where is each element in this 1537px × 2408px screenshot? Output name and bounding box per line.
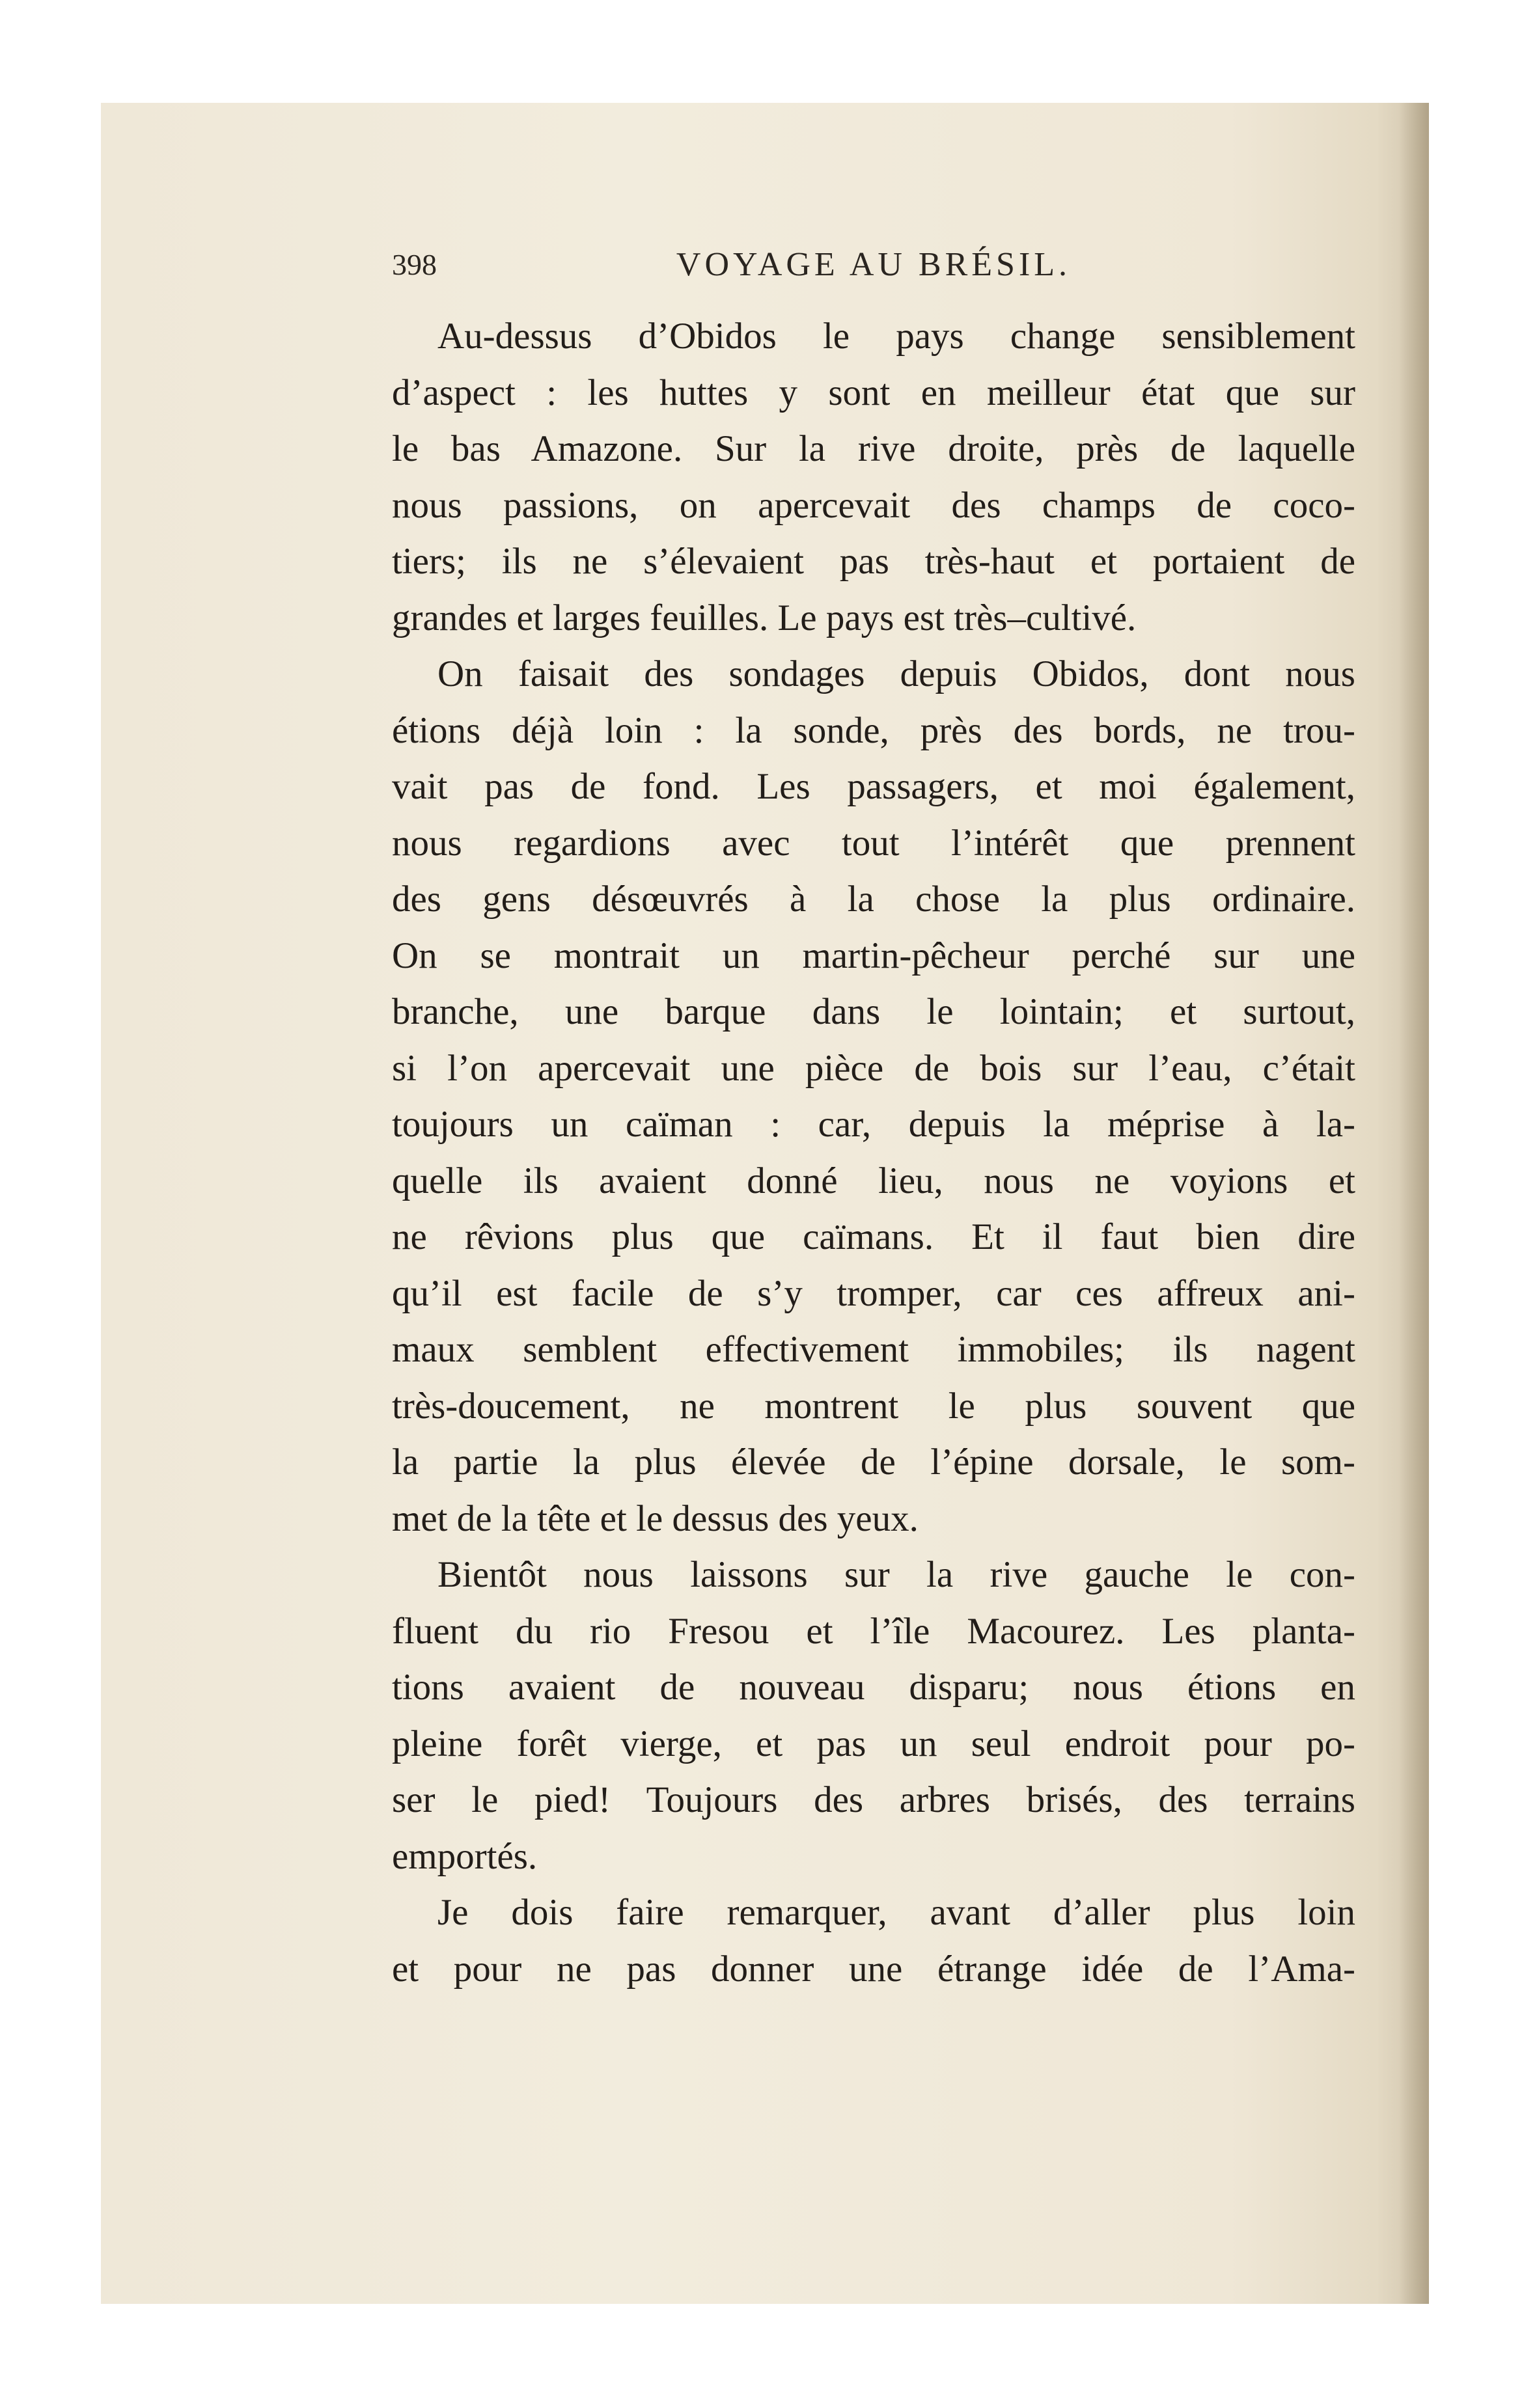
text-line: emportés. — [392, 1835, 538, 1877]
running-title: VOYAGE AU BRÉSIL. — [676, 246, 1072, 283]
text-line: fluent du rio Fresou et l’île Macourez. Les planta- — [392, 1610, 1355, 1652]
running-head — [392, 236, 1355, 294]
text-line: très-doucement, ne montrent le plus souvent que — [392, 1385, 1355, 1427]
text-line: qu’il est facile de s’y tromper, car ces affreux ani- — [392, 1272, 1355, 1314]
text-line: On se montrait un martin-pêcheur perché sur une — [392, 935, 1355, 976]
text-line: pleine forêt vierge, et pas un seul endroit pour po- — [392, 1723, 1355, 1764]
text-line: si l’on apercevait une pièce de bois sur l’eau, c’était — [392, 1047, 1355, 1089]
text-line: quelle ils avaient donné lieu, nous ne voyions et — [392, 1160, 1355, 1201]
text-line: On faisait des sondages depuis Obidos, dont nous — [437, 653, 1355, 694]
text-line: d’aspect : les huttes y sont en meilleur état que sur — [392, 372, 1355, 413]
text-line: vait pas de fond. Les passagers, et moi également, — [392, 766, 1355, 807]
text-line: maux semblent effectivement immobiles; ils nagent — [392, 1329, 1355, 1370]
text-line: tiers; ils ne s’élevaient pas très-haut et portaient de — [392, 541, 1355, 582]
text-line: Au-dessus d’Obidos le pays change sensiblement — [437, 316, 1355, 357]
text-line: des gens désœuvrés à la chose la plus ordinaire. — [392, 879, 1355, 920]
text-line: ser le pied! Toujours des arbres brisés, des terrains — [392, 1779, 1355, 1820]
text-line: nous passions, on apercevait des champs de coco- — [392, 484, 1355, 526]
text-line: la partie la plus élevée de l’épine dorsale, le som- — [392, 1442, 1355, 1483]
text-line: toujours un caïman : car, depuis la méprise à la- — [392, 1104, 1355, 1145]
text-line: met de la tête et le dessus des yeux. — [392, 1498, 919, 1539]
text-line: Bientôt nous laissons sur la rive gauche le con- — [437, 1554, 1355, 1595]
page-number: 398 — [392, 248, 437, 281]
binding-shadow — [1399, 103, 1429, 2304]
text-line: et pour ne pas donner une étrange idée de l’Ama- — [392, 1948, 1355, 1990]
text-line: tions avaient de nouveau disparu; nous étions en — [392, 1667, 1355, 1708]
text-line: étions déjà loin : la sonde, près des bords, ne trou- — [392, 709, 1355, 751]
text-line: nous regardions avec tout l’intérêt que prennent — [392, 822, 1355, 864]
body-text — [392, 308, 1355, 1997]
text-line: le bas Amazone. Sur la rive droite, près de laquelle — [392, 428, 1355, 469]
text-line: branche, une barque dans le lointain; et surtout, — [392, 991, 1355, 1032]
text-line: Je dois faire remarquer, avant d’aller plus loin — [437, 1892, 1355, 1933]
text-line: grandes et larges feuilles. Le pays est très–cultivé. — [392, 597, 1137, 638]
text-line: ne rêvions plus que caïmans. Et il faut bien dire — [392, 1216, 1355, 1257]
